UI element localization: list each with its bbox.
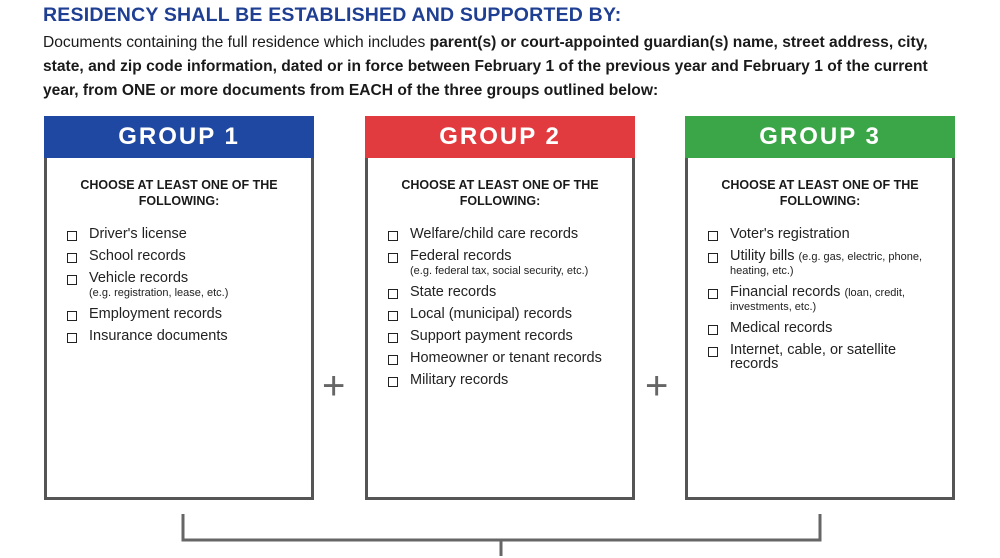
- item-label: Support payment records: [410, 328, 573, 344]
- item-label: Medical records: [730, 320, 833, 336]
- intro-text: Documents containing the full residence which includes: [43, 34, 430, 51]
- item-label: Driver's license: [89, 226, 187, 242]
- item-label: Federal records (e.g. federal tax, social security, etc.): [410, 248, 589, 277]
- group-3-instruction: CHOOSE AT LEAST ONE OF THE FOLLOWING:: [721, 178, 919, 208]
- item-label: Local (municipal) records: [410, 306, 572, 322]
- group-1-header: GROUP 1: [44, 116, 314, 158]
- item-note: (e.g. gas, electric, phone, heating, etc.): [730, 251, 922, 277]
- item-label: Welfare/child care records: [410, 226, 579, 242]
- item-label: Internet, cable, or satellite records: [730, 342, 897, 372]
- item-note: (e.g. registration, lease, etc.): [89, 287, 229, 299]
- item-note: (loan, credit, investments, etc.): [730, 287, 905, 313]
- item-label: Military records: [410, 372, 509, 388]
- item-label: Insurance documents: [89, 328, 228, 344]
- item-label: State records: [410, 284, 497, 300]
- item-label: Utility bills (e.g. gas, electric, phone, heating, etc.): [730, 248, 922, 277]
- item-label: Voter's registration: [730, 226, 850, 242]
- intro-bold-text: parent(s) or court-appointed guardian(s) name, street address, city, state, and zip code information, dated or in force between February 1 of the previous year and February 1 of the current year, from ONE or more documents from EACH of the three groups outlined below:: [43, 34, 928, 99]
- group-3-header: GROUP 3: [685, 116, 955, 158]
- item-label: Financial records (loan, credit, investments, etc.): [730, 284, 905, 313]
- item-label: Homeowner or tenant records: [410, 350, 602, 366]
- group-1-instruction: CHOOSE AT LEAST ONE OF THE FOLLOWING:: [80, 178, 278, 208]
- page-title: RESIDENCY SHALL BE ESTABLISHED AND SUPPORTED BY:: [43, 4, 622, 26]
- group-2-instruction: CHOOSE AT LEAST ONE OF THE FOLLOWING:: [401, 178, 599, 208]
- plus-sign-1: +: [322, 364, 346, 408]
- item-label: Vehicle records (e.g. registration, lease, etc.): [89, 270, 229, 299]
- plus-sign-2: +: [645, 364, 669, 408]
- item-label: School records: [89, 248, 186, 264]
- item-note: (e.g. federal tax, social security, etc.): [410, 265, 589, 277]
- group-2-header: GROUP 2: [365, 116, 635, 158]
- item-label: Employment records: [89, 306, 222, 322]
